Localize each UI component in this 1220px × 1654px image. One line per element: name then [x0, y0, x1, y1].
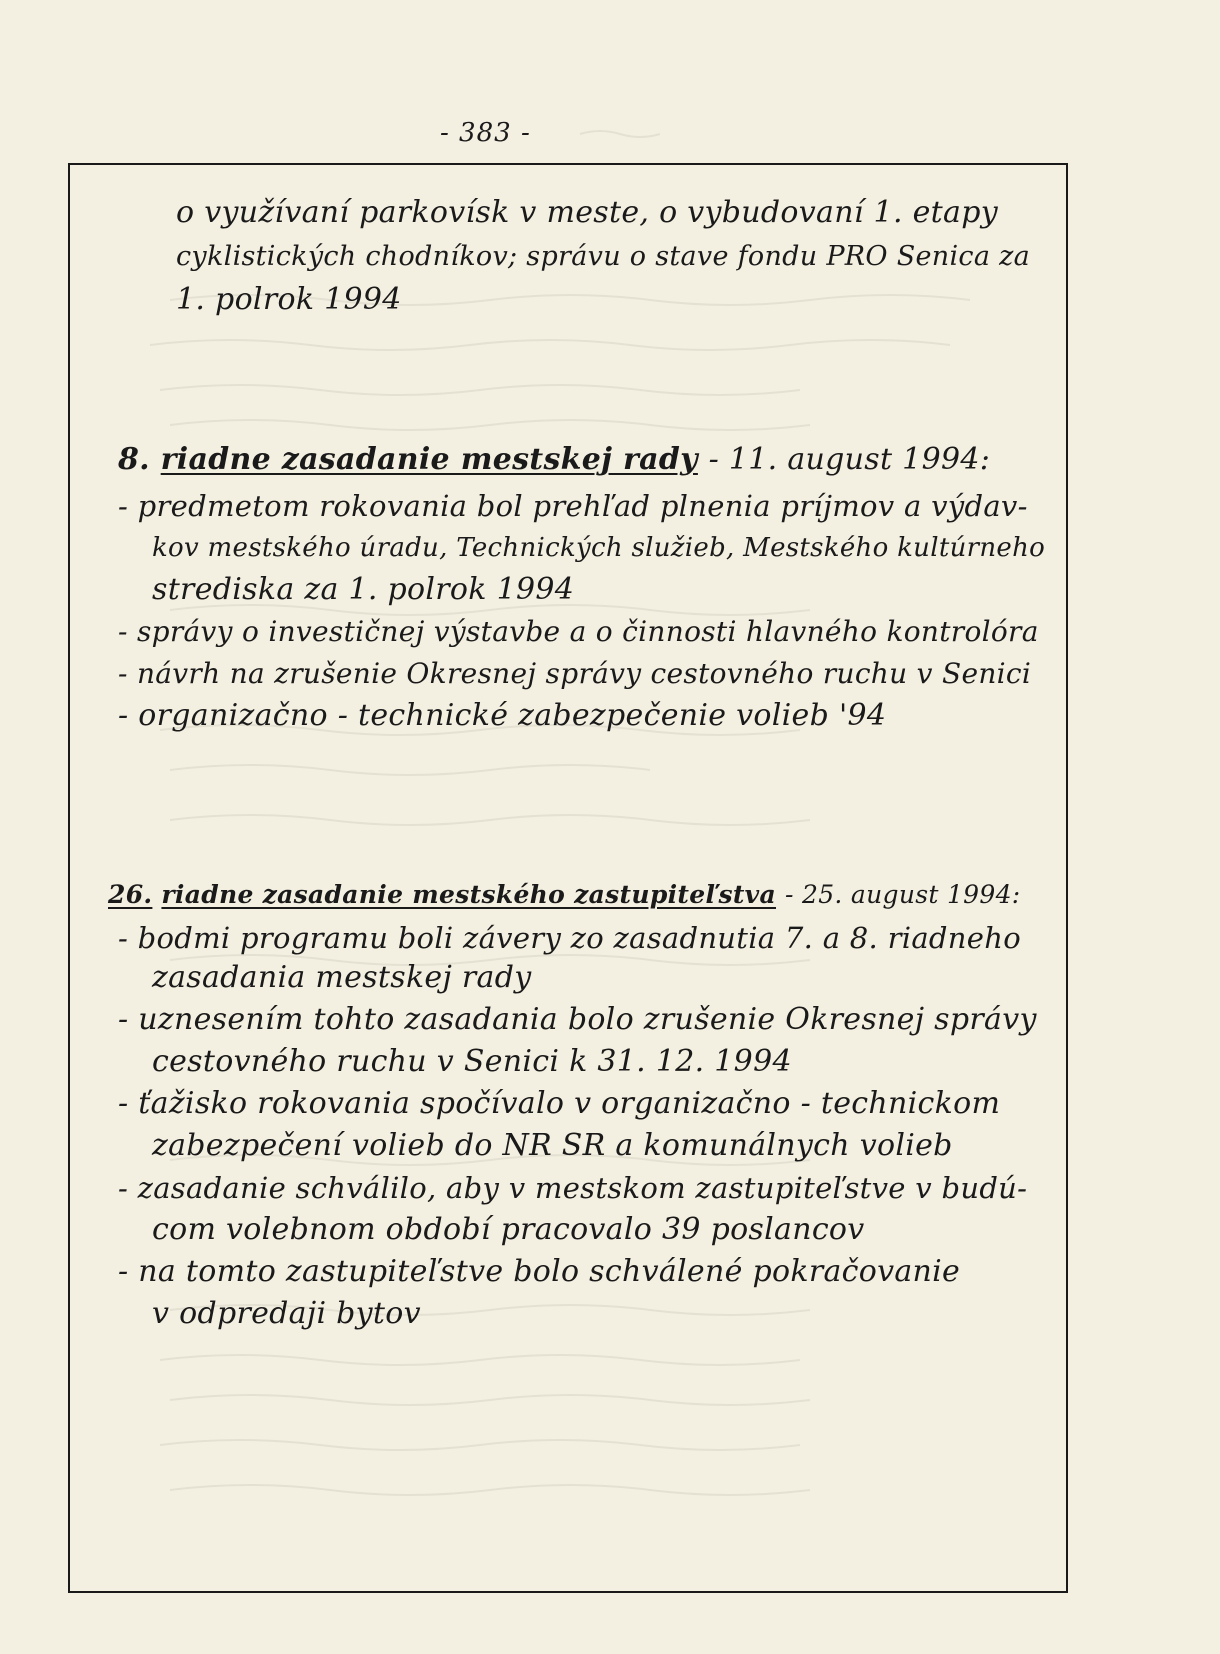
section2-line-2: zasadania mestskej rady — [152, 960, 532, 995]
section1-line-1: - predmetom rokovania bol prehľad plnenia príjmov a výdav- — [118, 489, 1028, 523]
section-number: 8. — [118, 442, 150, 477]
intro-line-1: o využívaní parkovísk v meste, o vybudovaní 1. etapy — [176, 195, 998, 230]
section2-line-8: com volebnom období pracovalo 39 poslancov — [152, 1212, 865, 1247]
section1-line-6: - organizačno - technické zabezpečenie volieb '94 — [118, 698, 887, 733]
section-number: 26. — [108, 880, 153, 909]
section2-line-4: cestovného ruchu v Senici k 31. 12. 1994 — [152, 1044, 792, 1079]
section2-line-7: - zasadanie schválilo, aby v mestskom zastupiteľstve v budú- — [118, 1171, 1028, 1205]
section2-line-5: - ťažisko rokovania spočívalo v organizačno - technickom — [118, 1086, 1001, 1121]
section2-line-6: zabezpečení volieb do NR SR a komunálnych volieb — [152, 1128, 953, 1163]
section2-line-9: - na tomto zastupiteľstve bolo schválené pokračovanie — [118, 1254, 961, 1289]
section2-line-10: v odpredaji bytov — [152, 1296, 421, 1331]
section1-line-3: strediska za 1. polrok 1994 — [152, 572, 575, 607]
section1-line-2: kov mestského úradu, Technických služieb, Mestského kultúrneho — [152, 533, 1046, 563]
intro-line-2: cyklistických chodníkov; správu o stave fondu PRO Senica za — [176, 241, 1031, 272]
section-heading — [118, 440, 1050, 480]
section1-line-4: - správy o investičnej výstavbe a o činnosti hlavného kontrolóra — [118, 615, 1039, 648]
section-date: - 25. august 1994: — [785, 880, 1021, 909]
section2-line-3: - uznesením tohto zasadania bolo zrušenie Okresnej správy — [118, 1002, 1037, 1037]
section-title: riadne zasadanie mestskej rady — [160, 442, 698, 477]
section2-line-1: - bodmi programu boli závery zo zasadnutia 7. a 8. riadneho — [118, 921, 1021, 955]
section1-line-5: - návrh na zrušenie Okresnej správy cestovného ruchu v Senici — [118, 657, 1032, 690]
intro-line-3: 1. polrok 1994 — [176, 282, 402, 317]
section-heading — [108, 875, 1050, 915]
page-number: - 383 - — [440, 118, 531, 148]
section-title: riadne zasadanie mestského zastupiteľstva — [161, 880, 776, 909]
section-date: - 11. august 1994: — [708, 442, 991, 477]
